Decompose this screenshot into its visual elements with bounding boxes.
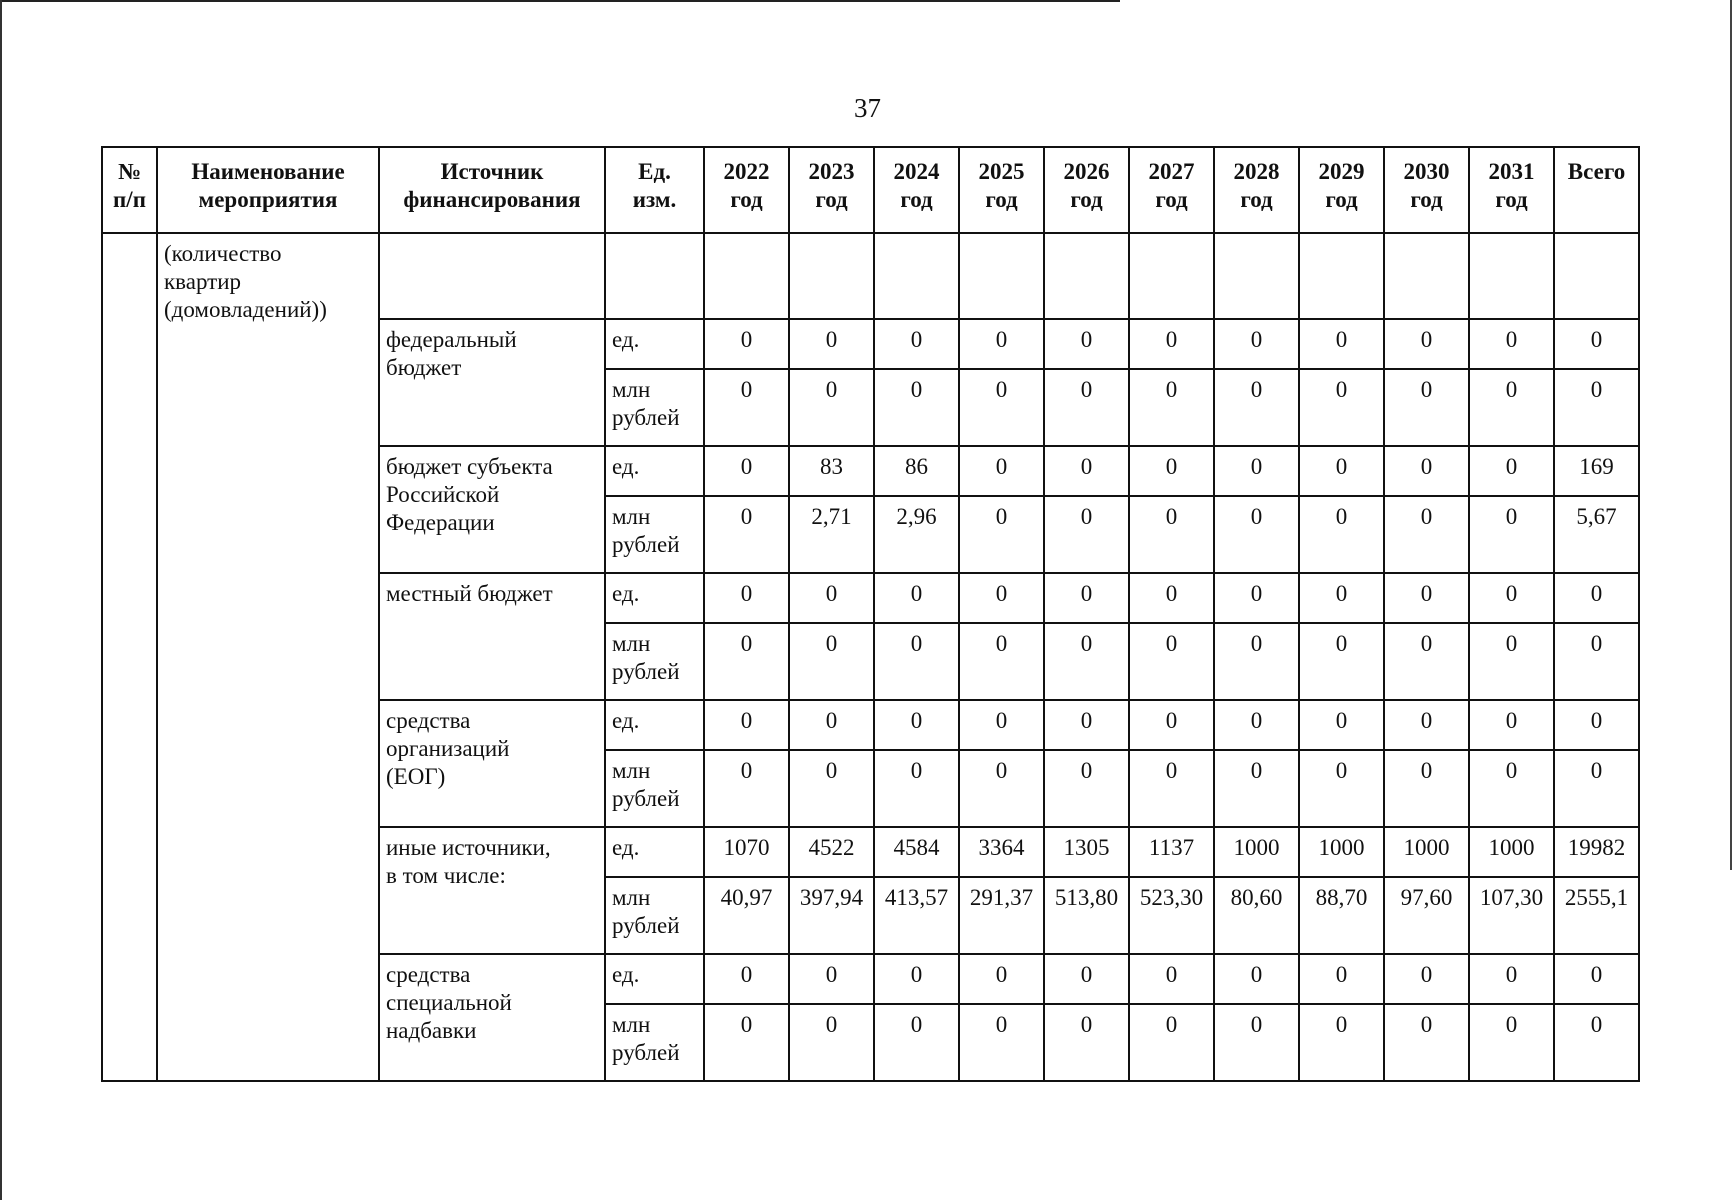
value-cell: 0	[1129, 1004, 1214, 1081]
value-cell: 0	[874, 700, 959, 750]
value-cell: 0	[1214, 623, 1299, 700]
value-cell: 0	[874, 750, 959, 827]
value-cell: 88,70	[1299, 877, 1384, 954]
value-cell: 1305	[1044, 827, 1129, 877]
unit-cell: млн рублей	[605, 496, 704, 573]
value-cell: 0	[959, 496, 1044, 573]
value-cell: 0	[1044, 623, 1129, 700]
empty-value-cell	[1554, 233, 1639, 319]
empty-value-cell	[789, 233, 874, 319]
value-cell: 0	[789, 700, 874, 750]
value-cell: 0	[959, 954, 1044, 1004]
value-cell: 0	[789, 750, 874, 827]
value-cell: 0	[959, 319, 1044, 369]
value-cell: 40,97	[704, 877, 789, 954]
unit-cell: млн рублей	[605, 750, 704, 827]
total-cell: 2555,1	[1554, 877, 1639, 954]
value-cell: 0	[1214, 496, 1299, 573]
header-name: Наименование мероприятия	[157, 147, 379, 233]
value-cell: 0	[1214, 369, 1299, 446]
source-cell: средства организаций (ЕОГ)	[379, 700, 605, 827]
value-cell: 1137	[1129, 827, 1214, 877]
header-year-2031: 2031 год	[1469, 147, 1554, 233]
unit-cell: ед.	[605, 700, 704, 750]
value-cell: 0	[1469, 369, 1554, 446]
unit-cell: ед.	[605, 827, 704, 877]
total-cell: 0	[1554, 1004, 1639, 1081]
value-cell: 0	[1384, 319, 1469, 369]
page-number: 37	[854, 93, 881, 123]
value-cell: 0	[704, 1004, 789, 1081]
value-cell: 0	[1129, 319, 1214, 369]
value-cell: 0	[959, 700, 1044, 750]
value-cell: 0	[1384, 954, 1469, 1004]
measure-name-cell: (количество квартир (домовладений))	[157, 233, 379, 1081]
value-cell: 1000	[1384, 827, 1469, 877]
value-cell: 0	[959, 623, 1044, 700]
value-cell: 1070	[704, 827, 789, 877]
value-cell: 0	[1299, 1004, 1384, 1081]
value-cell: 513,80	[1044, 877, 1129, 954]
empty-value-cell	[1299, 233, 1384, 319]
value-cell: 0	[1044, 573, 1129, 623]
value-cell: 0	[1214, 573, 1299, 623]
value-cell: 0	[1129, 750, 1214, 827]
header-year-2026: 2026 год	[1044, 147, 1129, 233]
value-cell: 0	[1469, 496, 1554, 573]
value-cell: 0	[1469, 446, 1554, 496]
unit-cell: млн рублей	[605, 623, 704, 700]
empty-value-cell	[1129, 233, 1214, 319]
unit-cell: ед.	[605, 954, 704, 1004]
value-cell: 0	[1214, 446, 1299, 496]
financing-table	[101, 146, 1640, 1082]
empty-unit-cell	[605, 233, 704, 319]
value-cell: 0	[1299, 573, 1384, 623]
value-cell: 3364	[959, 827, 1044, 877]
unit-cell: ед.	[605, 319, 704, 369]
value-cell: 0	[789, 954, 874, 1004]
value-cell: 0	[1044, 319, 1129, 369]
value-cell: 0	[1214, 750, 1299, 827]
source-cell: бюджет субъекта Российской Федерации	[379, 446, 605, 573]
value-cell: 0	[1299, 496, 1384, 573]
value-cell: 1000	[1469, 827, 1554, 877]
empty-value-cell	[1384, 233, 1469, 319]
value-cell: 0	[874, 1004, 959, 1081]
value-cell: 0	[959, 446, 1044, 496]
header-year-2025: 2025 год	[959, 147, 1044, 233]
value-cell: 0	[1129, 496, 1214, 573]
total-cell: 0	[1554, 623, 1639, 700]
empty-value-cell	[1469, 233, 1554, 319]
value-cell: 0	[1384, 1004, 1469, 1081]
total-cell: 0	[1554, 954, 1639, 1004]
total-cell: 0	[1554, 700, 1639, 750]
table-row	[102, 233, 1639, 319]
header-year-2030: 2030 год	[1384, 147, 1469, 233]
total-cell: 19982	[1554, 827, 1639, 877]
header-source: Источник финансирования	[379, 147, 605, 233]
unit-cell: млн рублей	[605, 1004, 704, 1081]
value-cell: 0	[789, 319, 874, 369]
table-body	[102, 233, 1639, 1081]
total-cell: 169	[1554, 446, 1639, 496]
value-cell: 0	[1384, 369, 1469, 446]
value-cell: 1000	[1214, 827, 1299, 877]
scan-edge-top	[0, 0, 1120, 2]
value-cell: 0	[1044, 750, 1129, 827]
value-cell: 0	[874, 954, 959, 1004]
value-cell: 0	[704, 750, 789, 827]
value-cell: 523,30	[1129, 877, 1214, 954]
source-cell: местный бюджет	[379, 573, 605, 700]
header-total: Всего	[1554, 147, 1639, 233]
header-unit: Ед. изм.	[605, 147, 704, 233]
empty-value-cell	[959, 233, 1044, 319]
total-cell: 0	[1554, 369, 1639, 446]
header-year-2028: 2028 год	[1214, 147, 1299, 233]
value-cell: 0	[1214, 319, 1299, 369]
total-cell: 0	[1554, 750, 1639, 827]
value-cell: 0	[1469, 700, 1554, 750]
value-cell: 0	[1469, 750, 1554, 827]
value-cell: 0	[1044, 954, 1129, 1004]
total-cell: 5,67	[1554, 496, 1639, 573]
value-cell: 0	[789, 623, 874, 700]
value-cell: 0	[1299, 700, 1384, 750]
value-cell: 0	[1384, 750, 1469, 827]
value-cell: 2,96	[874, 496, 959, 573]
unit-cell: млн рублей	[605, 877, 704, 954]
value-cell: 0	[1469, 319, 1554, 369]
num-cell	[102, 233, 157, 1081]
empty-value-cell	[704, 233, 789, 319]
header-num: № п/п	[102, 147, 157, 233]
total-cell: 0	[1554, 573, 1639, 623]
total-cell: 0	[1554, 319, 1639, 369]
header-year-2022: 2022 год	[704, 147, 789, 233]
unit-cell: млн рублей	[605, 369, 704, 446]
value-cell: 83	[789, 446, 874, 496]
value-cell: 107,30	[1469, 877, 1554, 954]
value-cell: 0	[1044, 700, 1129, 750]
header-year-2023: 2023 год	[789, 147, 874, 233]
value-cell: 0	[1384, 700, 1469, 750]
header-year-2029: 2029 год	[1299, 147, 1384, 233]
value-cell: 0	[1469, 1004, 1554, 1081]
value-cell: 0	[789, 369, 874, 446]
value-cell: 0	[1469, 954, 1554, 1004]
value-cell: 0	[704, 319, 789, 369]
value-cell: 4522	[789, 827, 874, 877]
value-cell: 86	[874, 446, 959, 496]
value-cell: 0	[959, 573, 1044, 623]
value-cell: 0	[1469, 623, 1554, 700]
value-cell: 0	[1044, 446, 1129, 496]
value-cell: 0	[959, 750, 1044, 827]
value-cell: 0	[1299, 369, 1384, 446]
value-cell: 0	[874, 623, 959, 700]
value-cell: 0	[959, 369, 1044, 446]
value-cell: 0	[1129, 446, 1214, 496]
source-cell: средства специальной надбавки	[379, 954, 605, 1081]
empty-value-cell	[874, 233, 959, 319]
value-cell: 0	[1044, 369, 1129, 446]
value-cell: 0	[1129, 369, 1214, 446]
empty-value-cell	[1044, 233, 1129, 319]
value-cell: 0	[1129, 623, 1214, 700]
empty-source-cell	[379, 233, 605, 319]
value-cell: 0	[1299, 623, 1384, 700]
value-cell: 97,60	[1384, 877, 1469, 954]
value-cell: 0	[704, 954, 789, 1004]
value-cell: 0	[1299, 319, 1384, 369]
value-cell: 413,57	[874, 877, 959, 954]
header-year-2024: 2024 год	[874, 147, 959, 233]
value-cell: 0	[1129, 700, 1214, 750]
value-cell: 0	[1299, 446, 1384, 496]
value-cell: 0	[1299, 750, 1384, 827]
value-cell: 0	[704, 369, 789, 446]
unit-cell: ед.	[605, 446, 704, 496]
value-cell: 0	[1469, 573, 1554, 623]
value-cell: 4584	[874, 827, 959, 877]
value-cell: 0	[959, 1004, 1044, 1081]
scan-edge-right	[1730, 0, 1732, 870]
value-cell: 0	[789, 573, 874, 623]
header-row	[102, 147, 1639, 233]
empty-value-cell	[1214, 233, 1299, 319]
value-cell: 0	[1299, 954, 1384, 1004]
value-cell: 0	[1214, 1004, 1299, 1081]
value-cell: 0	[1384, 573, 1469, 623]
value-cell: 0	[704, 496, 789, 573]
value-cell: 0	[1384, 496, 1469, 573]
unit-cell: ед.	[605, 573, 704, 623]
value-cell: 80,60	[1214, 877, 1299, 954]
value-cell: 0	[704, 446, 789, 496]
scan-edge-left	[0, 0, 2, 1200]
value-cell: 0	[789, 1004, 874, 1081]
value-cell: 0	[704, 700, 789, 750]
value-cell: 0	[1214, 954, 1299, 1004]
header-year-2027: 2027 год	[1129, 147, 1214, 233]
value-cell: 0	[1384, 446, 1469, 496]
value-cell: 0	[704, 623, 789, 700]
value-cell: 0	[1044, 1004, 1129, 1081]
value-cell: 291,37	[959, 877, 1044, 954]
value-cell: 0	[1129, 573, 1214, 623]
value-cell: 1000	[1299, 827, 1384, 877]
value-cell: 0	[704, 573, 789, 623]
value-cell: 0	[1129, 954, 1214, 1004]
value-cell: 2,71	[789, 496, 874, 573]
value-cell: 0	[874, 369, 959, 446]
value-cell: 0	[1044, 496, 1129, 573]
source-cell: иные источники, в том числе:	[379, 827, 605, 954]
value-cell: 0	[1384, 623, 1469, 700]
value-cell: 0	[1214, 700, 1299, 750]
source-cell: федеральный бюджет	[379, 319, 605, 446]
value-cell: 397,94	[789, 877, 874, 954]
value-cell: 0	[874, 319, 959, 369]
value-cell: 0	[874, 573, 959, 623]
